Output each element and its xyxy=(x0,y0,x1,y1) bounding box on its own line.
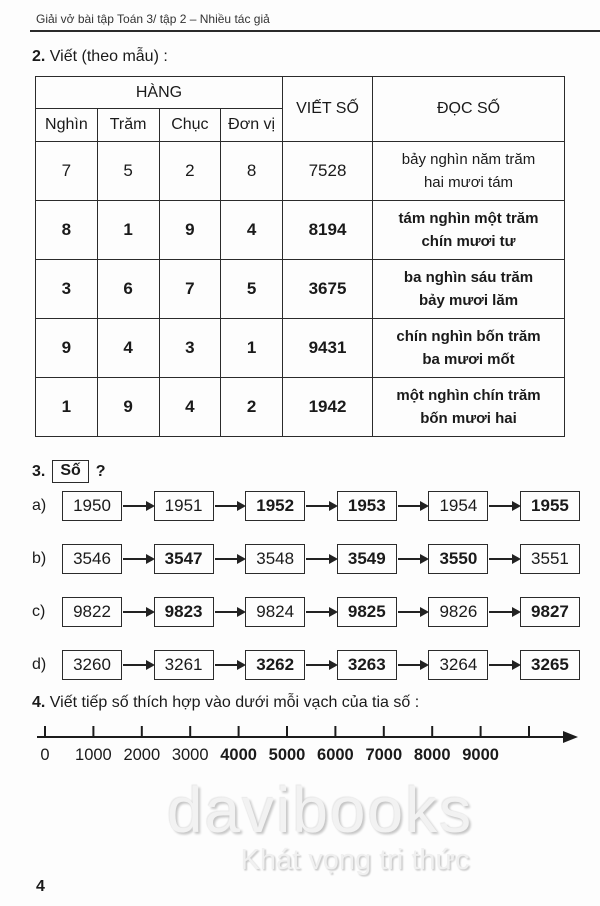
axis-tick-label: 7000 xyxy=(365,746,403,764)
digit-cell: 3 xyxy=(36,260,98,319)
doc-so-cell: bảy nghìn năm trăm hai mươi tám xyxy=(373,142,565,201)
sequence-label: a) xyxy=(32,497,47,514)
number-box: 9826 xyxy=(428,597,488,627)
boxed-word-so: Số xyxy=(52,460,88,483)
digit-cell: 3 xyxy=(159,319,221,378)
arrow-right-icon xyxy=(123,558,153,560)
section4-number: 4. xyxy=(32,694,46,711)
digit-cell: 2 xyxy=(221,378,283,437)
axis-tick-label: 6000 xyxy=(317,746,354,764)
number-box: 3547 xyxy=(154,544,214,574)
table-row xyxy=(36,378,565,437)
arrow-right-icon xyxy=(306,558,336,560)
arrow-right-icon xyxy=(123,664,153,666)
number-box: 9825 xyxy=(337,597,397,627)
number-box: 1955 xyxy=(520,491,580,521)
viet-so-cell: 8194 xyxy=(283,201,373,260)
digit-cell: 4 xyxy=(97,319,159,378)
digit-cell: 5 xyxy=(221,260,283,319)
number-box: 3261 xyxy=(154,650,214,680)
viet-so-cell: 7528 xyxy=(283,142,373,201)
axis-tick-label: 9000 xyxy=(462,746,499,764)
axis-tick-label: 4000 xyxy=(220,746,257,764)
table-row xyxy=(36,201,565,260)
arrow-right-icon xyxy=(306,664,336,666)
section4-title-text: Viết tiếp số thích hợp vào dưới mỗi vạch của tia số : xyxy=(49,694,420,711)
number-box: 1951 xyxy=(154,491,214,521)
header-chuc: Chục xyxy=(159,109,221,142)
sequence-label: b) xyxy=(32,550,47,567)
doc-so-cell: tám nghìn một trăm chín mươi tư xyxy=(373,201,565,260)
arrow-right-icon xyxy=(123,505,153,507)
number-line xyxy=(33,722,581,770)
viet-so-cell: 1942 xyxy=(283,378,373,437)
digit-cell: 8 xyxy=(221,142,283,201)
sequence-row xyxy=(32,490,580,522)
sequence-row xyxy=(32,596,580,628)
number-box: 3260 xyxy=(62,650,122,680)
number-box: 3551 xyxy=(520,544,580,574)
number-box: 1952 xyxy=(245,491,305,521)
arrow-right-icon xyxy=(215,664,245,666)
section2-title-text: Viết (theo mẫu) : xyxy=(49,48,168,65)
number-box: 3550 xyxy=(428,544,488,574)
watermark-slogan: Khát vọng tri thức xyxy=(240,844,470,876)
number-line-svg xyxy=(33,722,581,770)
section4-title xyxy=(32,694,419,712)
number-box: 3264 xyxy=(428,650,488,680)
axis-tick-label: 2000 xyxy=(123,746,161,764)
digit-cell: 5 xyxy=(97,142,159,201)
axis-tick-label: 1000 xyxy=(75,746,112,764)
arrow-right-icon xyxy=(398,505,428,507)
arrow-right-icon xyxy=(489,558,519,560)
axis-tick-label: 3000 xyxy=(171,746,209,764)
running-head xyxy=(30,12,600,32)
doc-so-cell: một nghìn chín trăm bốn mươi hai xyxy=(373,378,565,437)
table-row xyxy=(36,260,565,319)
running-head-text: Giải vở bài tập Toán 3/ tập 2 – Nhiều tác giả xyxy=(36,12,270,26)
table-row xyxy=(36,142,565,201)
doc-so-cell: chín nghìn bốn trăm ba mươi mốt xyxy=(373,319,565,378)
digit-cell: 2 xyxy=(159,142,221,201)
header-doc-so: ĐỌC SỐ xyxy=(373,77,565,142)
digit-cell: 6 xyxy=(97,260,159,319)
page-number: 4 xyxy=(36,878,45,895)
table-row xyxy=(36,319,565,378)
section2-title xyxy=(32,48,168,66)
section3-number: 3. xyxy=(32,462,46,480)
section3-question-mark: ? xyxy=(95,462,106,480)
table-head xyxy=(36,77,565,142)
number-box: 3548 xyxy=(245,544,305,574)
sequence-label: c) xyxy=(32,603,46,620)
header-don-vi: Đơn vị xyxy=(221,109,283,142)
number-box: 9823 xyxy=(154,597,214,627)
header-hang: HÀNG xyxy=(36,77,283,109)
header-viet-so: VIẾT SỐ xyxy=(283,77,373,142)
watermark xyxy=(150,774,490,877)
axis-tick-label: 5000 xyxy=(268,746,306,764)
sequence-row xyxy=(32,649,580,681)
arrow-right-icon xyxy=(306,505,336,507)
number-box: 3549 xyxy=(337,544,397,574)
viet-so-cell: 3675 xyxy=(283,260,373,319)
arrow-right-icon xyxy=(123,611,153,613)
digit-cell: 1 xyxy=(221,319,283,378)
digit-cell: 7 xyxy=(36,142,98,201)
digit-cell: 1 xyxy=(36,378,98,437)
header-tram: Trăm xyxy=(97,109,159,142)
digit-cell: 8 xyxy=(36,201,98,260)
arrow-right-icon xyxy=(489,505,519,507)
place-value-table xyxy=(35,76,565,437)
axis-tick-label: 8000 xyxy=(413,746,451,764)
viet-so-cell: 9431 xyxy=(283,319,373,378)
number-box: 3546 xyxy=(62,544,122,574)
arrow-right-icon xyxy=(215,558,245,560)
number-box: 1953 xyxy=(337,491,397,521)
arrow-right-icon xyxy=(489,611,519,613)
digit-cell: 9 xyxy=(159,201,221,260)
axis-arrow-icon xyxy=(563,731,578,743)
arrow-right-icon xyxy=(489,664,519,666)
arrow-right-icon xyxy=(398,664,428,666)
number-box: 3263 xyxy=(337,650,397,680)
table-body xyxy=(36,142,565,437)
arrow-right-icon xyxy=(398,558,428,560)
number-box: 1950 xyxy=(62,491,122,521)
number-box: 1954 xyxy=(428,491,488,521)
number-box: 9824 xyxy=(245,597,305,627)
arrow-right-icon xyxy=(215,505,245,507)
number-sequences xyxy=(32,490,580,702)
digit-cell: 1 xyxy=(97,201,159,260)
axis-tick-label: 0 xyxy=(40,746,50,764)
number-box: 9827 xyxy=(520,597,580,627)
digit-cell: 9 xyxy=(97,378,159,437)
header-nghin: Nghìn xyxy=(36,109,98,142)
watermark-brand: davibooks xyxy=(166,774,474,846)
number-box: 3265 xyxy=(520,650,580,680)
section3-title xyxy=(32,460,106,483)
doc-so-cell: ba nghìn sáu trăm bảy mươi lăm xyxy=(373,260,565,319)
arrow-right-icon xyxy=(306,611,336,613)
sequence-label: d) xyxy=(32,656,47,673)
digit-cell: 4 xyxy=(221,201,283,260)
section2-number: 2. xyxy=(32,48,46,65)
digit-cell: 9 xyxy=(36,319,98,378)
arrow-right-icon xyxy=(398,611,428,613)
number-box: 9822 xyxy=(62,597,122,627)
digit-cell: 4 xyxy=(159,378,221,437)
sequence-row xyxy=(32,543,580,575)
digit-cell: 7 xyxy=(159,260,221,319)
arrow-right-icon xyxy=(215,611,245,613)
number-box: 3262 xyxy=(245,650,305,680)
